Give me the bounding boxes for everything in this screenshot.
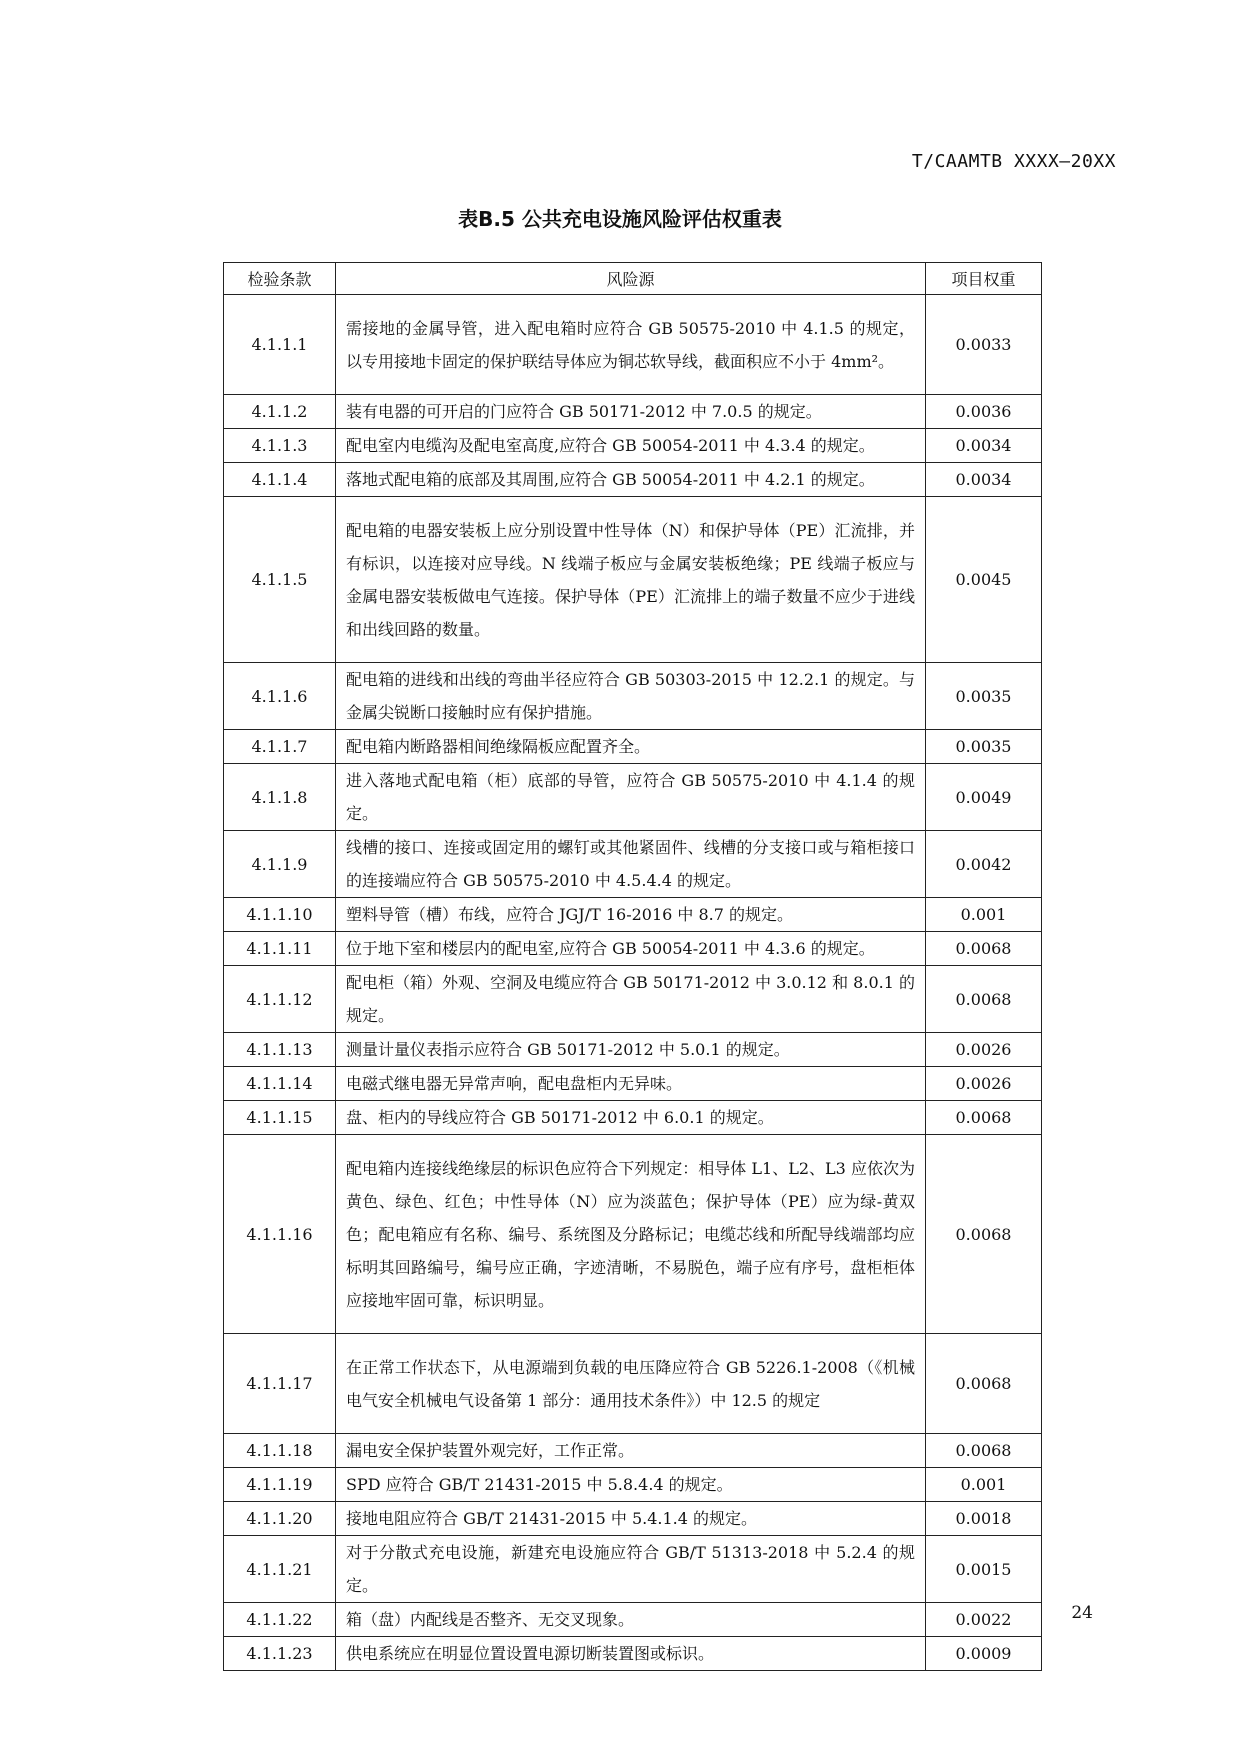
weight-cell: 0.0068	[926, 1434, 1042, 1468]
weight-cell: 0.0036	[926, 395, 1042, 429]
risk-source-cell: 配电箱的进线和出线的弯曲半径应符合 GB 50303-2015 中 12.2.1 的规定。与金属尖锐断口接触时应有保护措施。	[336, 663, 926, 730]
clause-cell: 4.1.1.19	[224, 1468, 336, 1502]
weight-cell: 0.0049	[926, 764, 1042, 831]
weight-cell: 0.0034	[926, 429, 1042, 463]
clause-cell: 4.1.1.17	[224, 1334, 336, 1434]
clause-cell: 4.1.1.14	[224, 1067, 336, 1101]
risk-source-cell: 漏电安全保护装置外观完好，工作正常。	[336, 1434, 926, 1468]
table-row	[224, 966, 1042, 1033]
risk-source-cell: 配电室内电缆沟及配电室高度,应符合 GB 50054-2011 中 4.3.4 的规定。	[336, 429, 926, 463]
risk-source-cell: 落地式配电箱的底部及其周围,应符合 GB 50054-2011 中 4.2.1 的规定。	[336, 463, 926, 497]
clause-cell: 4.1.1.7	[224, 730, 336, 764]
weight-cell: 0.0042	[926, 831, 1042, 898]
weight-cell: 0.001	[926, 1468, 1042, 1502]
clause-cell: 4.1.1.22	[224, 1603, 336, 1637]
table-row	[224, 898, 1042, 932]
page-number: 24	[1071, 1603, 1093, 1623]
column-header-risk-source: 风险源	[336, 263, 926, 295]
weight-cell: 0.0018	[926, 1502, 1042, 1536]
column-header-clause: 检验条款	[224, 263, 336, 295]
clause-cell: 4.1.1.9	[224, 831, 336, 898]
column-header-weight: 项目权重	[926, 263, 1042, 295]
weight-cell: 0.0026	[926, 1067, 1042, 1101]
table-row	[224, 663, 1042, 730]
weight-cell: 0.0015	[926, 1536, 1042, 1603]
clause-cell: 4.1.1.2	[224, 395, 336, 429]
risk-source-cell: 配电箱的电器安装板上应分别设置中性导体（N）和保护导体（PE）汇流排，并有标识，以连接对应导线。N 线端子板应与金属安装板绝缘；PE 线端子板应与金属电器安装板做电气连接。保护导体（PE）汇流排上的端子数量不应少于进线和出线回路的数量。	[336, 497, 926, 663]
table-row	[224, 1101, 1042, 1135]
risk-source-cell: 塑料导管（槽）布线，应符合 JGJ/T 16-2016 中 8.7 的规定。	[336, 898, 926, 932]
risk-weight-table	[223, 262, 1042, 1671]
table-row	[224, 429, 1042, 463]
clause-cell: 4.1.1.4	[224, 463, 336, 497]
table-row	[224, 932, 1042, 966]
risk-source-cell: 需接地的金属导管，进入配电箱时应符合 GB 50575-2010 中 4.1.5 的规定，以专用接地卡固定的保护联结导体应为铜芯软导线，截面积应不小于 4mm²。	[336, 295, 926, 395]
risk-source-cell: 盘、柜内的导线应符合 GB 50171-2012 中 6.0.1 的规定。	[336, 1101, 926, 1135]
table-row	[224, 463, 1042, 497]
clause-cell: 4.1.1.1	[224, 295, 336, 395]
risk-source-cell: 配电箱内断路器相间绝缘隔板应配置齐全。	[336, 730, 926, 764]
clause-cell: 4.1.1.5	[224, 497, 336, 663]
clause-cell: 4.1.1.18	[224, 1434, 336, 1468]
weight-cell: 0.0068	[926, 932, 1042, 966]
clause-cell: 4.1.1.8	[224, 764, 336, 831]
table-row	[224, 1468, 1042, 1502]
weight-cell: 0.0034	[926, 463, 1042, 497]
clause-cell: 4.1.1.16	[224, 1135, 336, 1334]
risk-source-cell: 箱（盘）内配线是否整齐、无交叉现象。	[336, 1603, 926, 1637]
table-row	[224, 295, 1042, 395]
clause-cell: 4.1.1.3	[224, 429, 336, 463]
weight-cell: 0.0035	[926, 663, 1042, 730]
risk-source-cell: SPD 应符合 GB/T 21431-2015 中 5.8.4.4 的规定。	[336, 1468, 926, 1502]
weight-cell: 0.0068	[926, 1101, 1042, 1135]
weight-cell: 0.0009	[926, 1637, 1042, 1671]
table-title: 表B.5 公共充电设施风险评估权重表	[458, 207, 782, 231]
table-row	[224, 1434, 1042, 1468]
risk-source-cell: 位于地下室和楼层内的配电室,应符合 GB 50054-2011 中 4.3.6 的规定。	[336, 932, 926, 966]
table-header-row	[224, 263, 1042, 295]
table-row	[224, 730, 1042, 764]
table-row	[224, 1637, 1042, 1671]
risk-source-cell: 装有电器的可开启的门应符合 GB 50171-2012 中 7.0.5 的规定。	[336, 395, 926, 429]
risk-source-cell: 进入落地式配电箱（柜）底部的导管，应符合 GB 50575-2010 中 4.1.4 的规定。	[336, 764, 926, 831]
risk-source-cell: 在正常工作状态下，从电源端到负载的电压降应符合 GB 5226.1-2008（《机械电气安全机械电气设备第 1 部分：通用技术条件》）中 12.5 的规定	[336, 1334, 926, 1434]
table-row	[224, 1502, 1042, 1536]
clause-cell: 4.1.1.23	[224, 1637, 336, 1671]
clause-cell: 4.1.1.15	[224, 1101, 336, 1135]
risk-source-cell: 配电箱内连接线绝缘层的标识色应符合下列规定：相导体 L1、L2、L3 应依次为黄色、绿色、红色；中性导体（N）应为淡蓝色；保护导体（PE）应为绿-黄双色；配电箱应有名称、编号、系统图及分路标记；电缆芯线和所配导线端部均应标明其回路编号，编号应正确，字迹清晰，不易脱色，端子应有序号，盘柜柜体应接地牢固可靠，标识明显。	[336, 1135, 926, 1334]
clause-cell: 4.1.1.12	[224, 966, 336, 1033]
table-row	[224, 1033, 1042, 1067]
table-row	[224, 1603, 1042, 1637]
table-row	[224, 497, 1042, 663]
weight-cell: 0.0068	[926, 966, 1042, 1033]
weight-cell: 0.0035	[926, 730, 1042, 764]
table-row	[224, 1536, 1042, 1603]
clause-cell: 4.1.1.11	[224, 932, 336, 966]
clause-cell: 4.1.1.20	[224, 1502, 336, 1536]
table-row	[224, 395, 1042, 429]
table-row	[224, 1135, 1042, 1334]
risk-source-cell: 对于分散式充电设施，新建充电设施应符合 GB/T 51313-2018 中 5.2.4 的规定。	[336, 1536, 926, 1603]
weight-cell: 0.0026	[926, 1033, 1042, 1067]
risk-source-cell: 接地电阻应符合 GB/T 21431-2015 中 5.4.1.4 的规定。	[336, 1502, 926, 1536]
weight-cell: 0.0068	[926, 1135, 1042, 1334]
risk-source-cell: 测量计量仪表指示应符合 GB 50171-2012 中 5.0.1 的规定。	[336, 1033, 926, 1067]
table-row	[224, 764, 1042, 831]
risk-source-cell: 配电柜（箱）外观、空洞及电缆应符合 GB 50171-2012 中 3.0.12 和 8.0.1 的规定。	[336, 966, 926, 1033]
risk-source-cell: 线槽的接口、连接或固定用的螺钉或其他紧固件、线槽的分支接口或与箱柜接口的连接端应符合 GB 50575-2010 中 4.5.4.4 的规定。	[336, 831, 926, 898]
risk-source-cell: 电磁式继电器无异常声响，配电盘柜内无异味。	[336, 1067, 926, 1101]
clause-cell: 4.1.1.6	[224, 663, 336, 730]
weight-cell: 0.0068	[926, 1334, 1042, 1434]
weight-cell: 0.001	[926, 898, 1042, 932]
clause-cell: 4.1.1.13	[224, 1033, 336, 1067]
table-row	[224, 831, 1042, 898]
document-code: T/CAAMTB XXXX—20XX	[911, 151, 1116, 172]
clause-cell: 4.1.1.10	[224, 898, 336, 932]
weight-cell: 0.0045	[926, 497, 1042, 663]
weight-cell: 0.0033	[926, 295, 1042, 395]
table-row	[224, 1067, 1042, 1101]
risk-source-cell: 供电系统应在明显位置设置电源切断装置图或标识。	[336, 1637, 926, 1671]
weight-cell: 0.0022	[926, 1603, 1042, 1637]
table-row	[224, 1334, 1042, 1434]
table-body	[224, 295, 1042, 1671]
clause-cell: 4.1.1.21	[224, 1536, 336, 1603]
